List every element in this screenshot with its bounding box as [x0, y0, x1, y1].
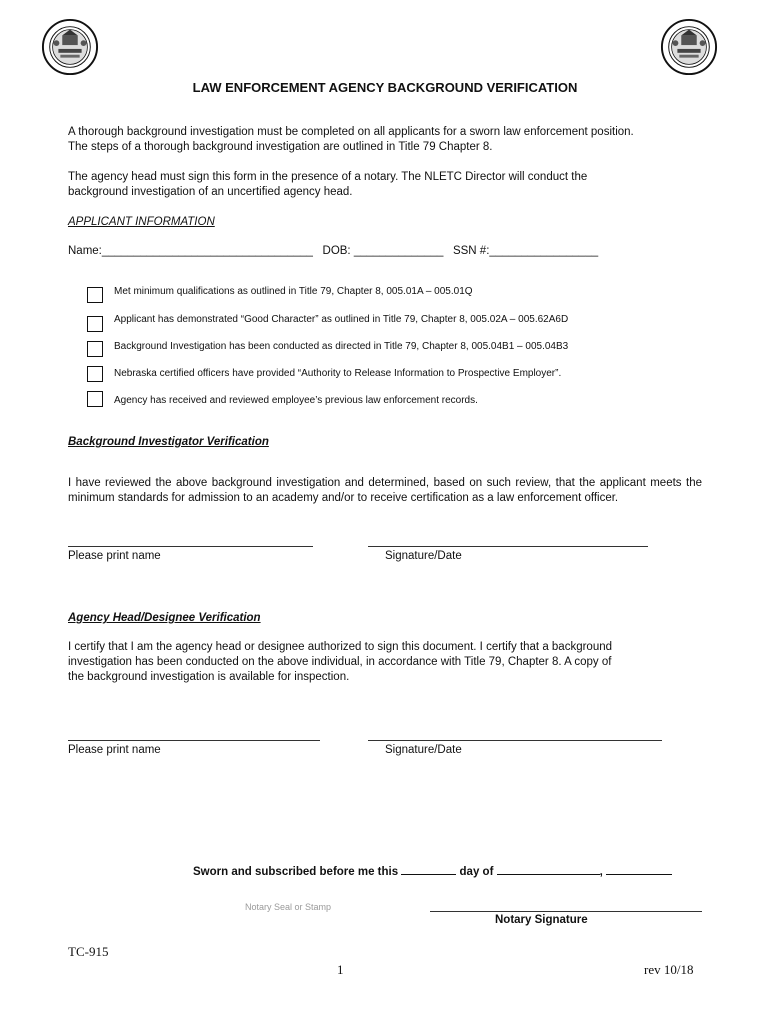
- checklist-label-2: Applicant has demonstrated “Good Character” as outlined in Title 79, Chapter 8, 005.02A – 005.62A6D: [114, 314, 569, 325]
- notary-year-blank[interactable]: [606, 863, 672, 875]
- agency-head-line-2: investigation has been conducted on the above individual, in accordance with Title 79, Chapter 8. A copy of: [68, 656, 612, 668]
- agency-head-print-name-label: Please print name: [68, 744, 161, 756]
- investigator-signature-label: Signature/Date: [385, 550, 462, 562]
- checkbox-good-character[interactable]: [87, 316, 103, 332]
- investigator-heading: Background Investigator Verification: [68, 436, 269, 448]
- applicant-fields[interactable]: Name:_________________________________ DOB: ______________ SSN #:_________________: [68, 245, 599, 257]
- checklist-label-1: Met minimum qualifications as outlined in Title 79, Chapter 8, 005.01A – 005.01Q: [114, 286, 473, 297]
- intro-line-3: The agency head must sign this form in the presence of a notary. The NLETC Director will conduct the: [68, 171, 588, 183]
- agency-head-signature-line[interactable]: [368, 740, 662, 741]
- notary-signature-line[interactable]: [430, 911, 702, 912]
- notary-day-of: day of: [459, 866, 494, 878]
- investigator-name-line[interactable]: [68, 546, 313, 547]
- checklist-label-3: Background Investigation has been conducted as directed in Title 79, Chapter 8, 005.04B1 – 005.04B3: [114, 341, 569, 352]
- investigator-print-name-label: Please print name: [68, 550, 161, 562]
- agency-head-line-1: I certify that I am the agency head or designee authorized to sign this document. I certify that a background: [68, 641, 613, 653]
- checklist-label-4: Nebraska certified officers have provided “Authority to Release Information to Prospective Employer”.: [114, 368, 562, 379]
- checkbox-minimum-qualifications[interactable]: [87, 287, 103, 303]
- state-seal-right-icon: [660, 18, 718, 76]
- notary-seal-placeholder: Notary Seal or Stamp: [245, 902, 332, 912]
- page-title: LAW ENFORCEMENT AGENCY BACKGROUND VERIFICATION: [192, 80, 578, 95]
- page-number: 1: [337, 962, 344, 977]
- state-seal-left-icon: [41, 18, 99, 76]
- checkbox-authority-to-release[interactable]: [87, 366, 103, 382]
- intro-line-2: The steps of a thorough background investigation are outlined in Title 79 Chapter 8.: [68, 141, 493, 153]
- checkbox-background-investigation[interactable]: [87, 341, 103, 357]
- notary-signature-label: Notary Signature: [495, 914, 588, 926]
- agency-head-line-3: the background investigation is available for inspection.: [68, 671, 350, 683]
- agency-head-signature-label: Signature/Date: [385, 744, 462, 756]
- revision-date: rev 10/18: [644, 962, 694, 977]
- checkbox-previous-records[interactable]: [87, 391, 103, 407]
- agency-head-name-line[interactable]: [68, 740, 320, 741]
- applicant-heading: APPLICANT INFORMATION: [68, 216, 215, 228]
- form-id: TC-915: [68, 944, 109, 959]
- notary-month-blank[interactable]: [497, 863, 600, 875]
- notary-sworn-prefix: Sworn and subscribed before me this: [193, 866, 399, 878]
- notary-comma: ,: [599, 866, 603, 878]
- intro-line-1: A thorough background investigation must be completed on all applicants for a sworn law enforcement position.: [68, 126, 634, 138]
- notary-day-blank[interactable]: [401, 863, 456, 875]
- investigator-statement: I have reviewed the above background investigation and determined, based on such review, that the applicant meets the minimum standards for admission to an academy and/or to receive certification as a law enforcement officer.: [68, 477, 702, 504]
- intro-line-4: background investigation of an uncertified agency head.: [68, 186, 353, 198]
- investigator-signature-line[interactable]: [368, 546, 648, 547]
- notary-sworn-line: [193, 863, 672, 878]
- checklist-label-5: Agency has received and reviewed employee’s previous law enforcement records.: [114, 395, 478, 406]
- agency-head-heading: Agency Head/Designee Verification: [68, 612, 261, 624]
